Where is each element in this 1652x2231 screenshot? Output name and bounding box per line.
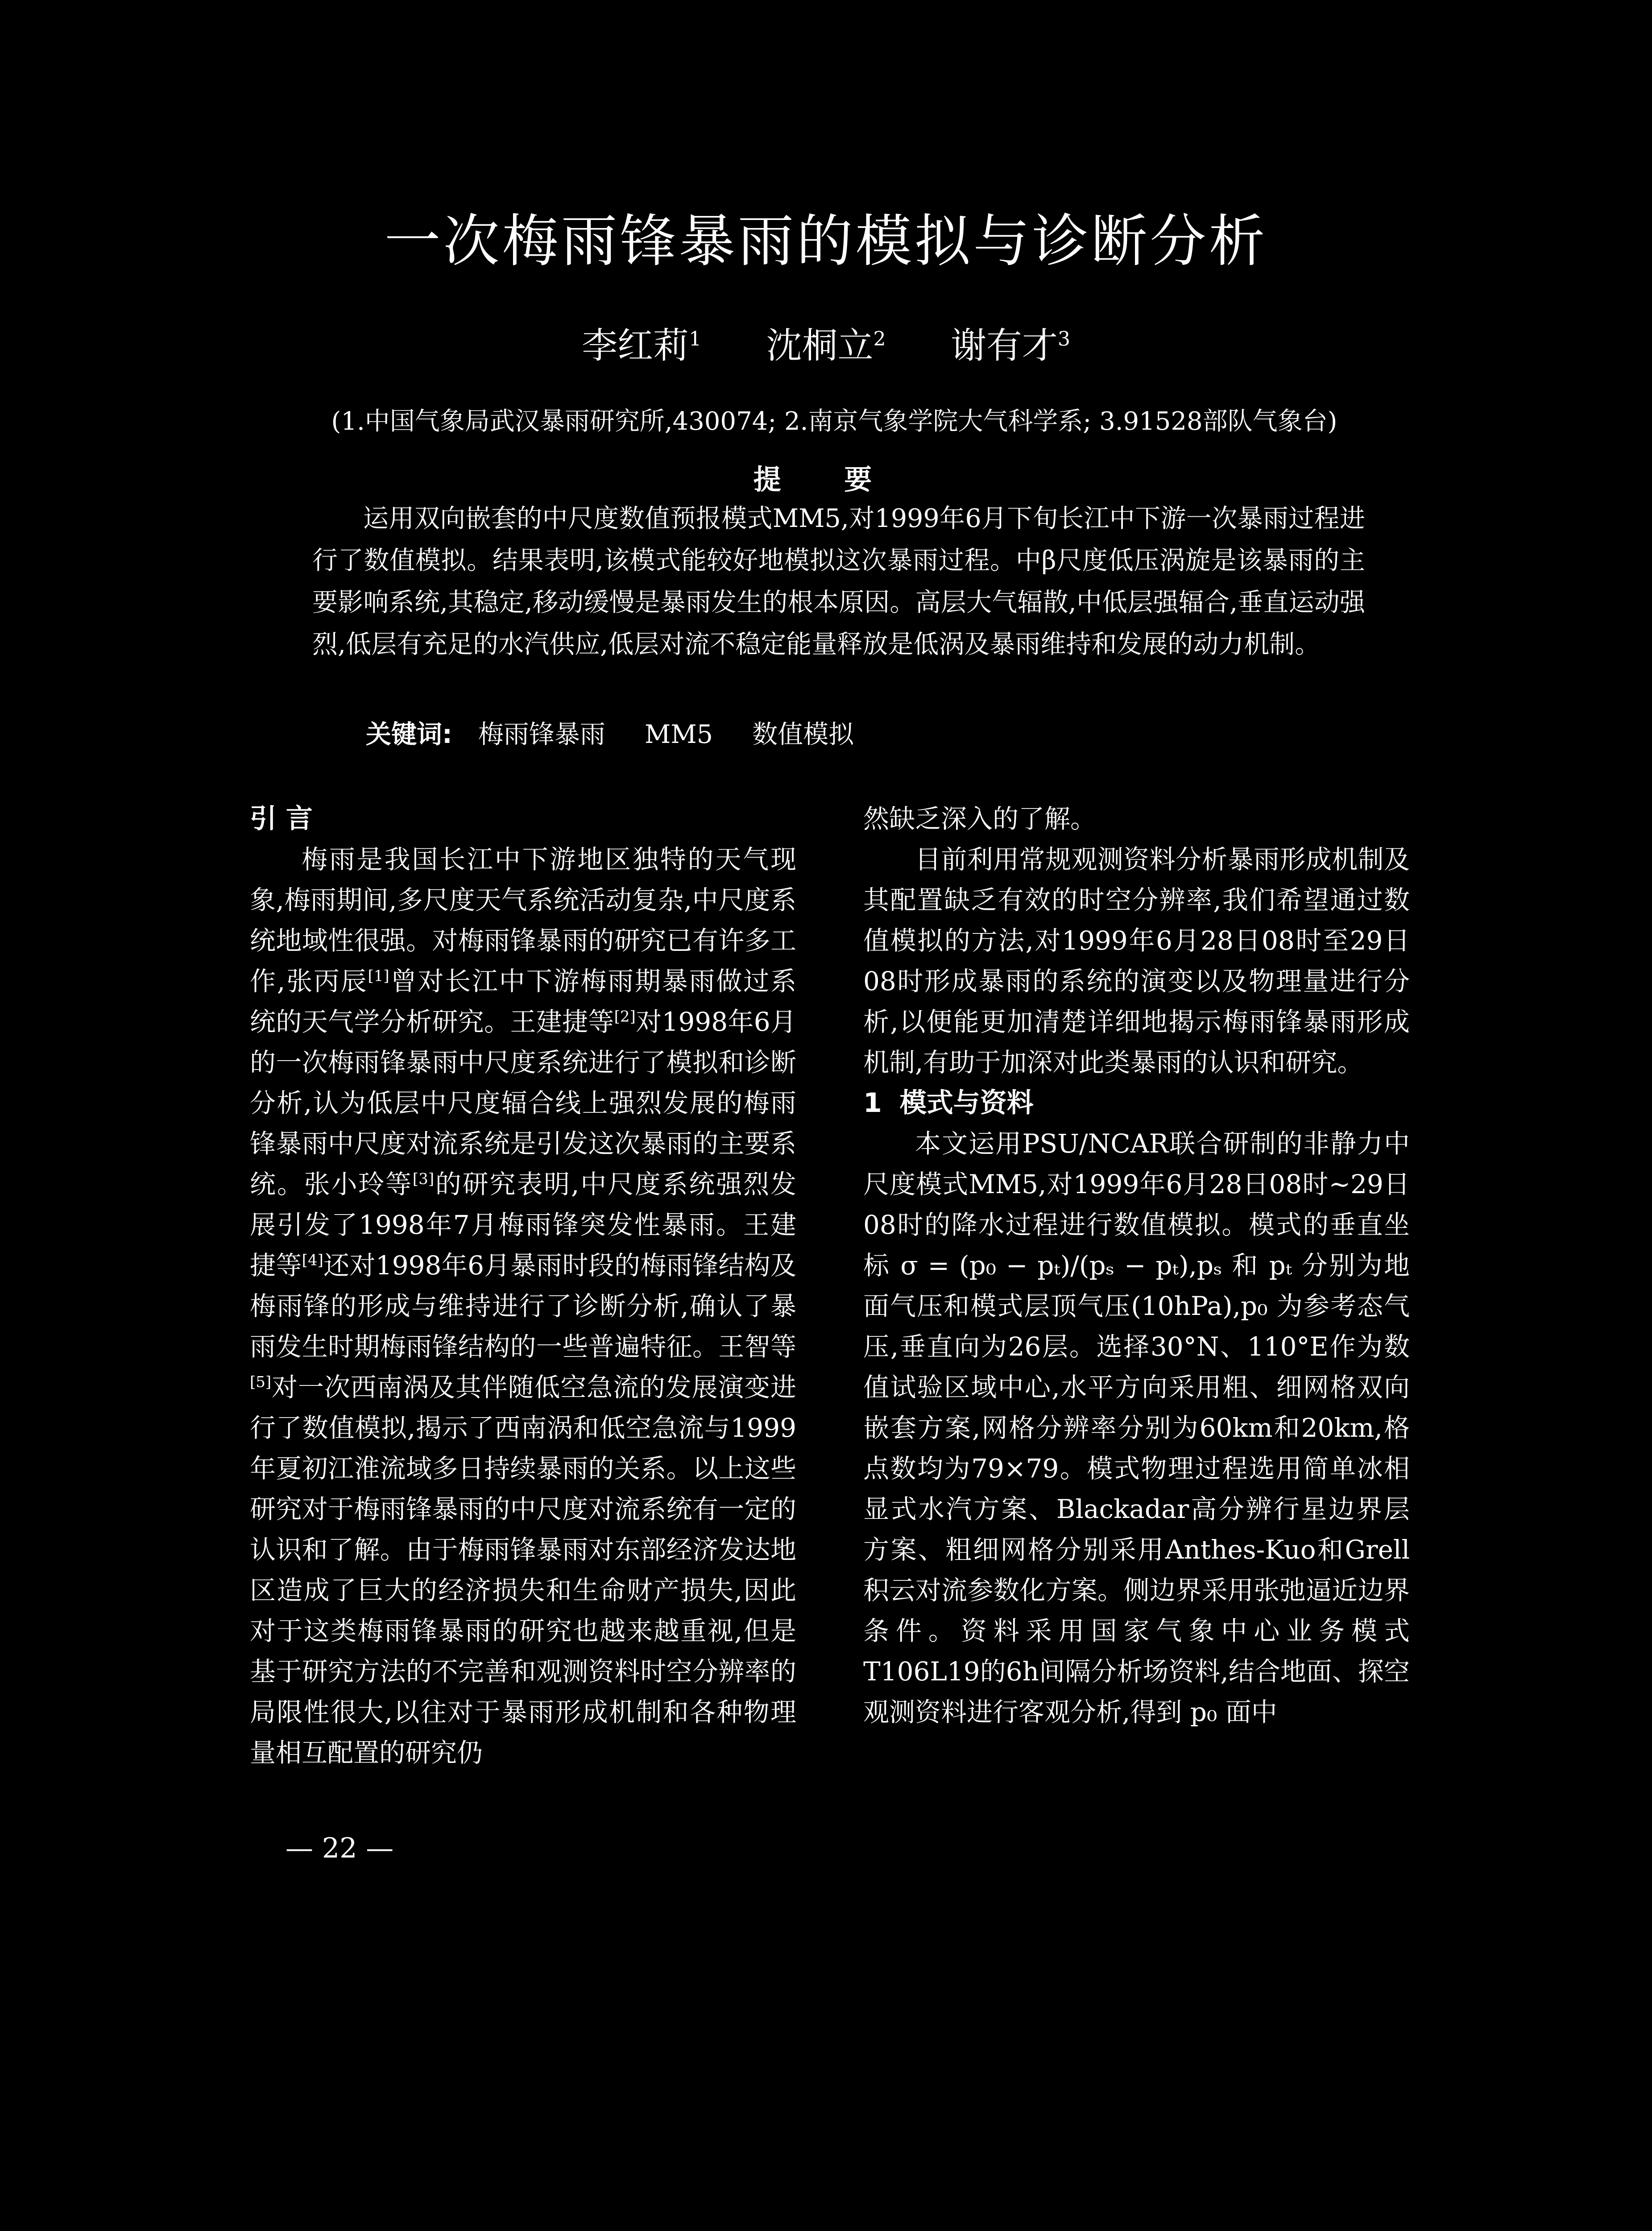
author-2 (766, 317, 886, 368)
intro-text-6: 对一次西南涡及其伴随低空急流的发展演变进行了数值模拟,揭示了西南涡和低空急流与1999年夏初江淮流域多日持续暴雨的关系。以上这些研究对于梅雨锋暴雨的中尺度对流系统有一定的认识和了解。由于梅雨锋暴雨对东部经济发达地区造成了巨大的经济损失和生命财产损失,因此对于这类梅雨锋暴雨的研究也越来越重视,但是基于研究方法的不完善和观测资料时空分辨率的局限性很大,以往对于暴雨形成机制和各种物理量相互配置的研究仍 (250, 1372, 796, 1768)
left-column (250, 799, 796, 1773)
keyword: MM5 (645, 720, 713, 749)
citation-ref: [3] (412, 1170, 435, 1188)
section-title: 模式与资料 (899, 1087, 1034, 1119)
section-1-paragraph: 本文运用PSU/NCAR联合研制的非静力中尺度模式MM5,对1999年6月28日08时~29日08时的降水过程进行数值模拟。模式的垂直坐标 σ = (p₀ − pₜ)/(pₛ − pₜ),pₛ 和 pₜ 分别为地面气压和模式层顶气压(10hPa),p₀ 为参考态气压,垂直向为26层。选择30°N、110°E作为数值试验区域中心,水平方向采用粗、细网格双向嵌套方案,网格分辨率分别为60km和20km,格点数均为79×79。模式物理过程选用简单冰相显式水汽方案、Blackadar高分辨行星边界层方案、粗细网格分别采用Anthes-Kuo和Grell积云对流参数化方案。侧边界采用张弛逼近边界条件。资料采用国家气象中心业务模式T106L19的6h间隔分析场资料,结合地面、探空观测资料进行客观分析,得到 p₀ 面中 (863, 1128, 1410, 1727)
intro-paragraph (250, 839, 796, 1773)
keywords-label: 关键词: (366, 720, 452, 749)
right-column (863, 799, 1410, 1733)
affiliations: (1.中国气象局武汉暴雨研究所,430074; 2.南京气象学院大气科学系; 3.91528部队气象台) (331, 407, 1337, 436)
section-1-heading (863, 1083, 1410, 1124)
intro-text-1: 梅雨是我国长江中下游地区独特的天气现象,梅雨期间,多尺度天气系统活动复杂,中尺度系统地域性很强。对梅雨锋暴雨的研究已有许多工作,张丙辰 (250, 844, 796, 996)
author-affiliation-marker: 1 (689, 328, 702, 351)
author-affiliation-marker: 2 (873, 328, 886, 351)
author-name: 沈桐立 (766, 325, 874, 366)
citation-ref: [4] (302, 1251, 323, 1269)
intro-heading: 引 言 (250, 803, 313, 834)
keywords-line (366, 714, 885, 751)
intro-paragraph-2: 目前利用常规观测资料分析暴雨形成机制及其配置缺乏有效的时空分辨率,我们希望通过数值模拟的方法,对1999年6月28日08时至29日08时形成暴雨的系统的演变以及物理量进行分析,以便能更加清楚详细地揭示梅雨锋暴雨形成机制,有助于加深对此类暴雨的认识和研究。 (863, 844, 1410, 1078)
paper-title: 一次梅雨锋暴雨的模拟与诊断分析 (384, 208, 1268, 274)
intro-text-3: 对1998年6月的一次梅雨锋暴雨中尺度系统进行了模拟和诊断分析,认为低层中尺度辐合线上强烈发展的梅雨锋暴雨中尺度对流系统是引发这次暴雨的主要系统。张小玲等 (250, 1007, 796, 1199)
author-affiliation-marker: 3 (1057, 328, 1070, 351)
citation-ref: [2] (614, 1008, 636, 1026)
intro-text-2: 曾对长江中下游梅雨期暴雨做过系统的天气学分析研究。王建捷等 (250, 966, 796, 1037)
intro-text-4: 的研究表明,中尺度系统强烈发展引发了1998年7月梅雨锋突发性暴雨。王建捷等 (250, 1169, 796, 1281)
author-3 (951, 317, 1070, 368)
citation-ref: [5] (250, 1373, 272, 1391)
author-1 (582, 317, 701, 368)
keyword: 数值模拟 (752, 720, 854, 749)
section-number: 1 (863, 1087, 882, 1119)
abstract-text: 运用双向嵌套的中尺度数值预报模式MM5,对1999年6月下旬长江中下游一次暴雨过程进行了数值模拟。结果表明,该模式能较好地模拟这次暴雨过程。中β尺度低压涡旋是该暴雨的主要影响系统,其稳定,移动缓慢是暴雨发生的根本原因。高层大气辐散,中低层强辐合,垂直运动强烈,低层有充足的水汽供应,低层对流不稳定能量释放是低涡及暴雨维持和发展的动力机制。 (312, 504, 1365, 659)
abstract-heading: 提 要 (753, 463, 899, 496)
intro-text-5: 还对1998年6月暴雨时段的梅雨锋结构及梅雨锋的形成与维持进行了诊断分析,确认了暴雨发生时期梅雨锋结构的一些普遍特征。王智等 (250, 1250, 796, 1362)
author-name: 谢有才 (950, 325, 1058, 366)
page-number: — 22 — (286, 1832, 394, 1864)
author-name: 李红莉 (582, 325, 689, 366)
intro-continuation: 然缺乏深入的了解。 (863, 804, 1097, 834)
citation-ref: [1] (368, 967, 389, 985)
author-list (0, 317, 1652, 368)
keyword: 梅雨锋暴雨 (478, 720, 605, 749)
